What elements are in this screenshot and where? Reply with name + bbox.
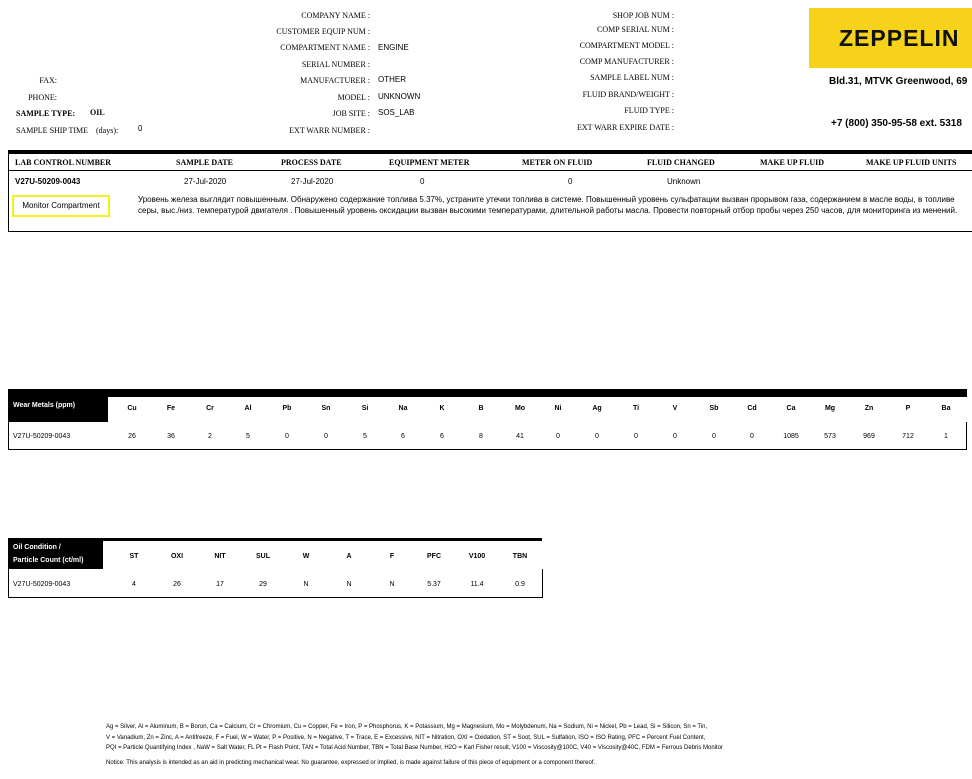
wear-metals-col-4: Pb bbox=[282, 405, 292, 412]
lab-meter-on-fluid: 0 bbox=[568, 177, 573, 186]
oil-condition-cell-4: N bbox=[303, 581, 309, 588]
wear-metals-cell-12: 0 bbox=[595, 433, 599, 440]
ext-warr-label: EXT WARR NUMBER : bbox=[289, 126, 370, 135]
oil-condition-col-0: ST bbox=[129, 553, 139, 560]
wear-metals-col-1: Fe bbox=[166, 405, 176, 412]
lab-col-lab-control-number: LAB CONTROL NUMBER bbox=[15, 158, 112, 167]
shop-job-label: SHOP JOB NUM : bbox=[612, 11, 674, 20]
wear-metals-cell-13: 0 bbox=[634, 433, 638, 440]
wear-metals-col-14: V bbox=[672, 405, 678, 412]
oil-condition-cell-9: 0.9 bbox=[515, 581, 525, 588]
oil-condition-col-6: F bbox=[389, 553, 395, 560]
wear-metals-col-8: K bbox=[439, 405, 445, 412]
wear-metals-cell-18: 573 bbox=[824, 433, 836, 440]
status-badge: Monitor Compartment bbox=[12, 195, 110, 217]
oil-condition-col-4: W bbox=[302, 553, 310, 560]
phone-label: PHONE: bbox=[28, 93, 57, 102]
wear-metals-col-7: Na bbox=[398, 405, 408, 412]
wear-metals-cell-16: 0 bbox=[750, 433, 754, 440]
wear-metals-cell-5: 0 bbox=[324, 433, 328, 440]
wear-metals-cell-21: 1 bbox=[944, 433, 948, 440]
lab-col-meter-on-fluid: METER ON FLUID bbox=[522, 158, 593, 167]
wear-metals-cell-3: 5 bbox=[246, 433, 250, 440]
wear-metals-cell-9: 8 bbox=[479, 433, 483, 440]
wear-metals-cell-17: 1085 bbox=[783, 433, 799, 440]
wear-metals-cell-14: 0 bbox=[673, 433, 677, 440]
wear-metals-cell-2: 2 bbox=[208, 433, 212, 440]
wear-metals-col-13: Ti bbox=[632, 405, 640, 412]
lab-left-rule bbox=[8, 154, 9, 232]
wear-metals-cell-19: 969 bbox=[863, 433, 875, 440]
manufacturer-value: OTHER bbox=[378, 75, 406, 84]
wear-metals-cell-20: 712 bbox=[902, 433, 914, 440]
sample-type-label: SAMPLE TYPE: bbox=[16, 109, 76, 118]
oil-condition-col-3: SUL bbox=[256, 553, 270, 560]
oil-condition-cell-6: N bbox=[389, 581, 395, 588]
oil-condition-cell-0: 4 bbox=[132, 581, 136, 588]
wear-metals-cell-8: 6 bbox=[440, 433, 444, 440]
lab-control-number: V27U-50209-0043 bbox=[15, 177, 81, 186]
wear-metals-title: Wear Metals (ppm) bbox=[13, 402, 76, 409]
wear-metals-col-2: Cr bbox=[206, 405, 214, 412]
wear-metals-col-20: P bbox=[905, 405, 911, 412]
oil-condition-col-2: NIT bbox=[214, 553, 226, 560]
lab-equipment-meter: 0 bbox=[420, 177, 425, 186]
ship-time-value: 0 bbox=[138, 124, 143, 133]
compartment-name-label: COMPARTMENT NAME : bbox=[280, 43, 370, 52]
sample-label-label: SAMPLE LABEL NUM : bbox=[590, 73, 674, 82]
wear-metals-col-17: Ca bbox=[786, 405, 796, 412]
wear-metals-col-15: Sb bbox=[709, 405, 719, 412]
footer-notice: Notice: This analysis is intended as an aid in predicting mechanical wear. No guarantee, expressed or implied, is made against failure of this piece of equipment or a component thereof. bbox=[106, 760, 596, 766]
oil-condition-col-7: PFC bbox=[427, 553, 441, 560]
lab-header-rule bbox=[8, 170, 972, 171]
oil-condition-cell-2: 17 bbox=[216, 581, 224, 588]
wear-metals-col-12: Ag bbox=[592, 405, 602, 412]
wear-metals-cell-7: 6 bbox=[401, 433, 405, 440]
job-site-value: SOS_LAB bbox=[378, 108, 415, 117]
serial-number-label: SERIAL NUMBER : bbox=[301, 60, 370, 69]
wear-metals-cell-6: 5 bbox=[363, 433, 367, 440]
fluid-type-label: FLUID TYPE : bbox=[624, 106, 674, 115]
job-site-label: JOB SITE : bbox=[332, 109, 370, 118]
ship-time-label: SAMPLE SHIP TIME bbox=[16, 126, 89, 135]
wear-metals-col-10: Mo bbox=[514, 405, 526, 412]
footer-legend-line-3: PQI = Particle Quantifying Index , NaW = Salt Water, FL Pt = Flash Point, TAN = Total Acid Number, TBN = Total Base Number, H2O = Karl Fisher result, V100 = Viscosity@100C, V40 = Viscosity@40C, FDM = Ferrous Debris Monitor bbox=[106, 745, 724, 751]
wear-metals-cell-4: 0 bbox=[285, 433, 289, 440]
comp-manufacturer-label: COMP MANUFACTURER : bbox=[579, 57, 674, 66]
wear-metals-cell-1: 36 bbox=[167, 433, 175, 440]
oil-condition-col-8: V100 bbox=[468, 553, 486, 560]
wear-metals-cell-10: 41 bbox=[516, 433, 524, 440]
wear-metals-col-5: Sn bbox=[321, 405, 331, 412]
oil-condition-col-5: A bbox=[346, 553, 352, 560]
wear-metals-col-21: Ba bbox=[941, 405, 951, 412]
fax-label: FAX: bbox=[39, 76, 57, 85]
lab-sample-date: 27-Jul-2020 bbox=[184, 177, 227, 186]
oil-condition-row-id: V27U-50209-0043 bbox=[13, 581, 71, 588]
lab-col-sample-date: SAMPLE DATE bbox=[176, 158, 233, 167]
company-phone: +7 (800) 350-95-58 ext. 5318 bbox=[831, 118, 962, 129]
wear-metals-col-11: Ni bbox=[554, 405, 562, 412]
wear-metals-cell-15: 0 bbox=[712, 433, 716, 440]
sample-type-value: OIL bbox=[90, 108, 105, 117]
company-name-label: COMPANY NAME : bbox=[301, 11, 370, 20]
lab-fluid-changed: Unknown bbox=[667, 177, 701, 186]
lab-comment: Уровень железа выглядит повышенным. Обнаружено содержание топлива 5.37%, устраните утечки топлива в системе. Повышенный уровень сульфатации вызван прорывом газа, содержанием в масле воды, в топливе серы, выс./низ. температурой двигателя . Повышенный уровень оксидации вызван высокими температурами, длительной работы масла. Провести повторный отбор пробы через 250 часов, для мониторинга из менений. bbox=[138, 195, 958, 215]
oil-condition-cell-5: N bbox=[346, 581, 352, 588]
lab-col-make-up-fluid: MAKE UP FLUID bbox=[760, 158, 824, 167]
company-logo bbox=[809, 8, 972, 68]
lab-bottom-rule bbox=[8, 231, 972, 232]
ship-time-unit: (days): bbox=[96, 126, 119, 135]
footer-legend-line-2: V = Vanadium, Zn = Zinc, A = Antifreeze, F = Fuel, W = Water, P = Positive, N = Negative, T = Trace, E = Excessive, NIT = Nitration, OXI = Oxidation, ST = Soot, SUL = Sulfation, ISO = ISO Rating, PFC = Percent Fuel Content, bbox=[106, 735, 706, 741]
oil-condition-col-1: OXI bbox=[170, 553, 184, 560]
oil-condition-cell-1: 26 bbox=[173, 581, 181, 588]
wear-metals-cell-11: 0 bbox=[556, 433, 560, 440]
oil-condition-cell-7: 5.37 bbox=[427, 581, 441, 588]
wear-metals-col-0: Cu bbox=[127, 405, 137, 412]
oil-condition-cell-8: 11.4 bbox=[470, 581, 484, 588]
comp-serial-label: COMP SERIAL NUM : bbox=[597, 25, 674, 34]
wear-metals-col-18: Mg bbox=[824, 405, 836, 412]
oil-condition-cell-3: 29 bbox=[259, 581, 267, 588]
footer-legend-line-1: Ag = Silver, Al = Aluminum, B = Boron, Ca = Calcium, Cr = Chromium, Cu = Copper, Fe = Iron, P = Phosphorus, K = Potassium, Mg = Magnesium, Mo = Molybdenum, Na = Sodium, Ni = Nickel, Pb = Lead, Si = Silicon, Sn = Tin, bbox=[106, 724, 708, 730]
company-address: Bld.31, MTVK Greenwood, 69 bbox=[829, 76, 968, 87]
wear-metals-cell-0: 26 bbox=[128, 433, 136, 440]
compartment-name-value: ENGINE bbox=[378, 43, 409, 52]
wear-metals-col-19: Zn bbox=[864, 405, 874, 412]
wear-metals-row-id: V27U-50209-0043 bbox=[13, 433, 71, 440]
lab-top-rule bbox=[8, 150, 972, 154]
wear-metals-col-6: Si bbox=[361, 405, 369, 412]
wear-metals-col-3: Al bbox=[244, 405, 252, 412]
oil-condition-col-9: TBN bbox=[512, 553, 528, 560]
fluid-brand-label: FLUID BRAND/WEIGHT : bbox=[582, 90, 674, 99]
manufacturer-label: MANUFACTURER : bbox=[300, 76, 370, 85]
lab-process-date: 27-Jul-2020 bbox=[291, 177, 334, 186]
ext-warr-expire-label: EXT WARR EXPIRE DATE : bbox=[576, 123, 674, 132]
lab-col-process-date: PROCESS DATE bbox=[281, 158, 342, 167]
lab-col-make-up-fluid-units: MAKE UP FLUID UNITS bbox=[866, 158, 957, 167]
comp-model-label: COMPARTMENT MODEL : bbox=[579, 41, 674, 50]
wear-metals-col-9: B bbox=[478, 405, 484, 412]
lab-col-fluid-changed: FLUID CHANGED bbox=[647, 158, 715, 167]
wear-metals-col-16: Cd bbox=[747, 405, 757, 412]
model-label: MODEL : bbox=[337, 93, 370, 102]
model-value: UNKNOWN bbox=[378, 92, 421, 101]
lab-col-equipment-meter: EQUIPMENT METER bbox=[389, 158, 470, 167]
logo-text: ZEPPELIN bbox=[839, 25, 960, 51]
customer-equip-label: CUSTOMER EQUIP NUM : bbox=[276, 27, 370, 36]
oil-condition-title-2: Particle Count (ct/ml) bbox=[13, 557, 84, 564]
oil-condition-title-1: Oil Condition / bbox=[13, 544, 61, 551]
